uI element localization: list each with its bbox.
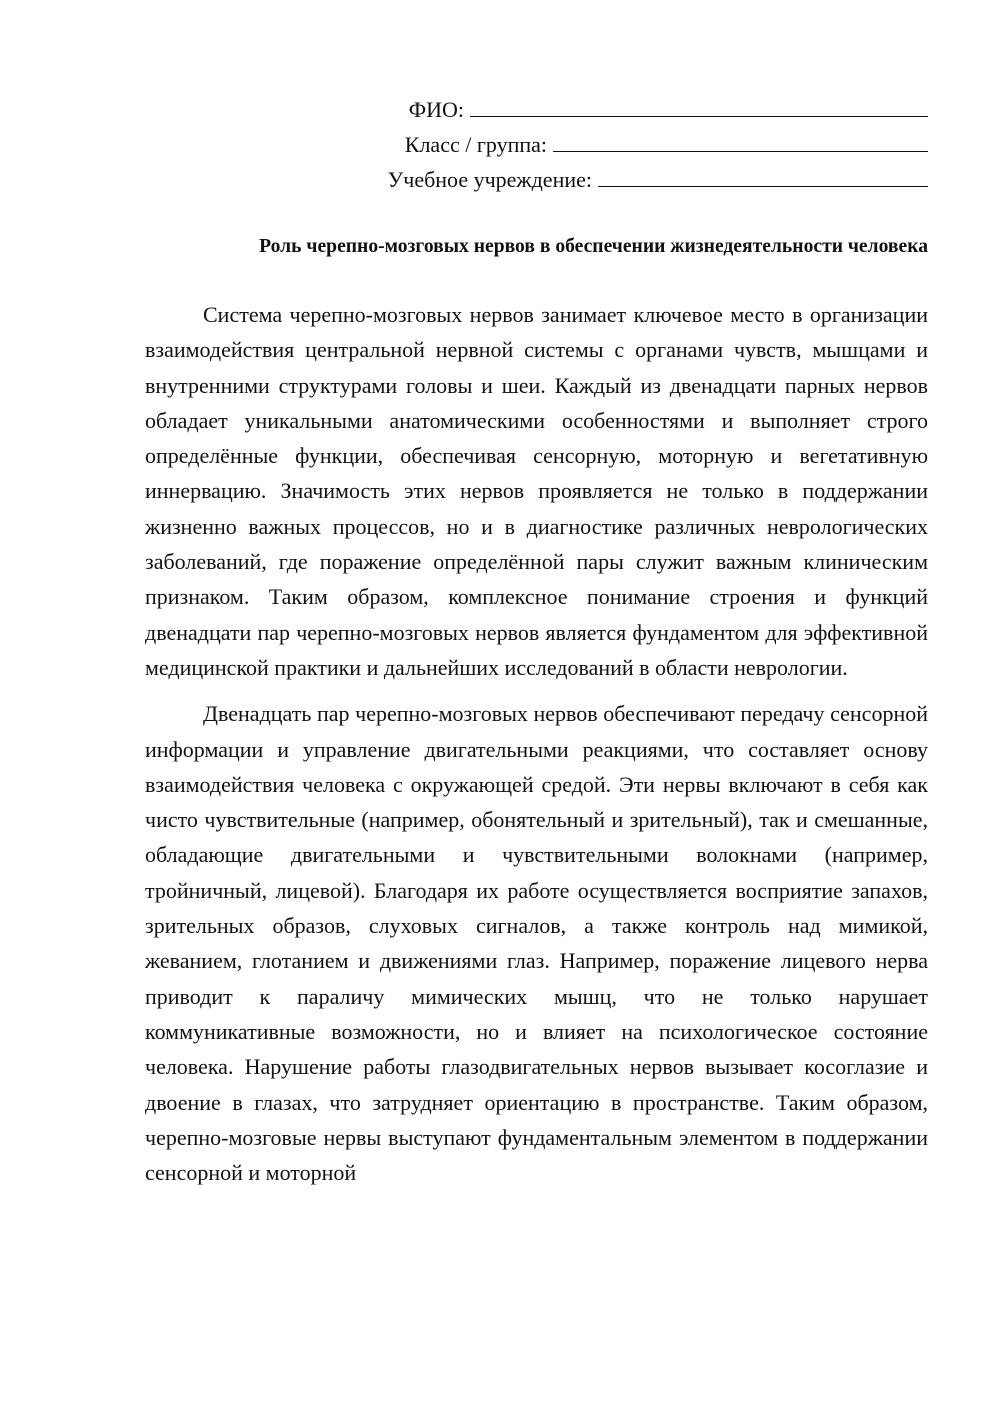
fio-row bbox=[328, 92, 928, 127]
school-label: Учебное учреждение: bbox=[387, 167, 592, 192]
paragraph-1: Система черепно-мозговых нервов занимает ключевое место в организации взаимодействия центральной нервной системы с органами чувств, мышцами и внутренними структурами головы и шеи. Каждый из двенадцати парных нервов обладает уникальными анатомическими особенностями и выполняет строго определённые функции, обеспечивая сенсорную, моторную и вегетативную иннервацию. Значимость этих нервов проявляется не только в поддержании жизненно важных процессов, но и в диагностике различных неврологических заболеваний, где поражение определённой пары служит важным клиническим признаком. Таким образом, комплексное понимание строения и функций двенадцати пар черепно-мозговых нервов является фундаментом для эффективной медицинской практики и дальнейших исследований в области неврологии. bbox=[145, 302, 928, 680]
class-blank-line bbox=[553, 129, 928, 152]
document-body bbox=[145, 297, 928, 1201]
paragraph-2: Двенадцать пар черепно-мозговых нервов обеспечивают передачу сенсорной информации и управление двигательными реакциями, что составляет основу взаимодействия человека с окружающей средой. Эти нервы включают в себя как чисто чувствительные (например, обонятельный и зрительный), так и смешанные, обладающие двигательными и чувствительными волокнами (например, тройничный, лицевой). Благодаря их работе осуществляется восприятие запахов, зрительных образов, слуховых сигналов, а также контроль над мимикой, жеванием, глотанием и движениями глаз. Например, поражение лицевого нерва приводит к параличу мимических мышц, что не только нарушает коммуникативные возможности, но и влияет на психологическое состояние человека. Нарушение работы глазодвигательных нервов вызывает косоглазие и двоение в глазах, что затрудняет ориентацию в пространстве. Таким образом, черепно-мозговые нервы выступают фундаментальным элементом в поддержании сенсорной и моторной bbox=[145, 701, 928, 1186]
school-row bbox=[328, 162, 928, 197]
class-label: Класс / группа: bbox=[404, 132, 547, 157]
fio-label: ФИО: bbox=[408, 97, 464, 122]
document-title: Роль черепно-мозговых нервов в обеспечении жизнедеятельности человека bbox=[259, 236, 928, 257]
fio-blank-line bbox=[470, 94, 928, 117]
student-info-block bbox=[328, 92, 928, 197]
school-blank-line bbox=[598, 164, 928, 187]
class-row bbox=[328, 127, 928, 162]
